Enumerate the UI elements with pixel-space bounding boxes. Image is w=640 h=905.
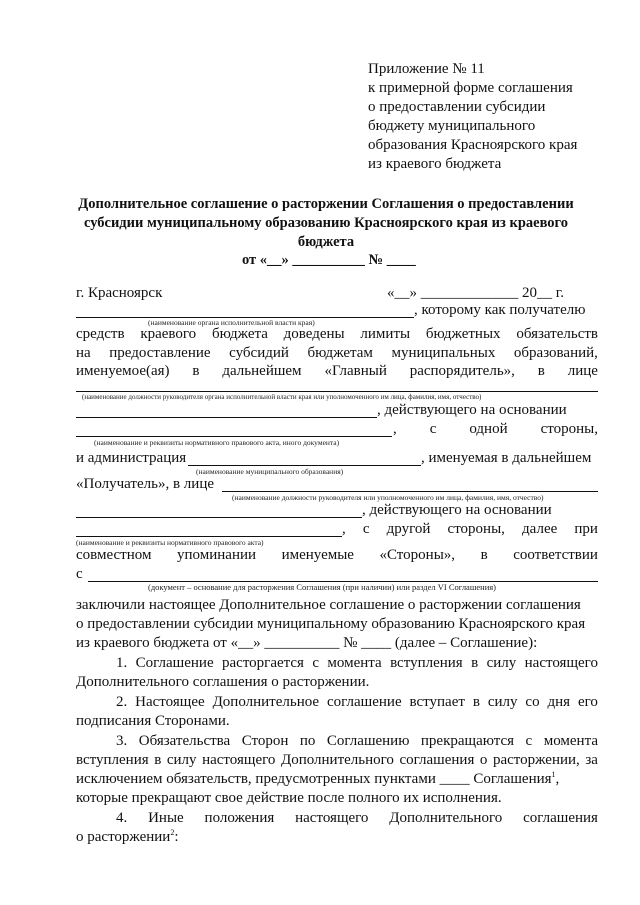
recipient-text: , которому как получателю xyxy=(414,302,586,318)
appendix-line: бюджету муниципального xyxy=(368,118,536,134)
clause-3-line: исключением обязательств, предусмотренных пунктами ____ Соглашения$^1$, xyxy=(76,770,560,787)
caption-recipient-head: (наименование должности руководителя или уполномоченного им лица, фамилия, имя, отчество) xyxy=(232,493,544,502)
footnote-1-mark[interactable]: 1 xyxy=(551,770,556,779)
clause-1-line: Дополнительного соглашения о расторжении. xyxy=(76,674,370,690)
caption-authority-head: (наименование должности руководителя органа исполнительной власти края или уполномоченного им лица, фамилия, имя, отчество) xyxy=(82,393,482,401)
paragraph-line: на предоставление субсидий бюджетам муниципальных образований, xyxy=(76,345,598,361)
clause-1-line: 1. Соглашение расторгается с момента вступления в силу настоящего xyxy=(116,655,598,671)
paragraph-line: , с другой стороны, далее при xyxy=(342,521,598,537)
clause-4-line: 4. Иные положения настоящего Дополнительного соглашения xyxy=(116,810,598,826)
authority-head-blank[interactable] xyxy=(76,391,598,392)
caption-authority: (наименование органа исполнительной власти края) xyxy=(148,318,315,327)
caption-legal-act2: (наименование и реквизиты нормативного правового акта) xyxy=(76,538,264,547)
caption-document-basis: (документ – основание для расторжения Соглашения (при наличии) или раздел VI Соглашения) xyxy=(148,582,496,592)
acting-basis2-text: , действующего на основании xyxy=(362,502,552,518)
footnote-2-mark[interactable]: 2 xyxy=(170,828,175,837)
named-further-text: , именуемая в дальнейшем xyxy=(421,450,592,466)
recipient-head-blank[interactable] xyxy=(222,491,598,492)
clause-4-line: о расторжении$^2$: xyxy=(76,828,179,845)
appendix-line: образования Красноярского края xyxy=(368,137,578,153)
caption-municipality: (наименование муниципального образования) xyxy=(196,467,344,476)
basis2-blank[interactable] xyxy=(76,517,362,518)
municipality-blank[interactable] xyxy=(188,465,421,466)
with-text: с xyxy=(76,566,83,582)
document-title-line: бюджета xyxy=(297,234,355,250)
concluded-line: о предоставлении субсидии муниципальному образованию Красноярского края xyxy=(76,616,586,632)
agreement-date: «__» _____________ 20__ г. xyxy=(387,285,564,301)
caption-legal-act: (наименование и реквизиты нормативного правового акта, иного документа) xyxy=(94,438,340,447)
clause-3-line: 3. Обязательства Сторон по Соглашению прекращаются с момента xyxy=(116,733,598,749)
paragraph-line: именуемое(ая) в дальнейшем «Главный распорядитель», в лице xyxy=(76,363,598,379)
concluded-line: из краевого бюджета от «__» __________ № ____ (далее – Соглашение): xyxy=(76,635,538,651)
administration-text: и администрация xyxy=(76,450,187,466)
appendix-line: о предоставлении субсидии xyxy=(368,99,546,115)
city: г. Красноярск xyxy=(76,285,163,301)
clause-2-line: подписания Сторонами. xyxy=(76,713,230,729)
paragraph-line: средств краевого бюджета доведены лимиты бюджетных обязательств xyxy=(76,326,598,342)
appendix-line: из краевого бюджета xyxy=(368,156,502,172)
document-title-line: субсидии муниципальному образованию Красноярского края из краевого xyxy=(83,215,569,231)
paragraph-line: , с одной стороны, xyxy=(393,421,598,437)
legal-act-blank[interactable] xyxy=(76,436,392,437)
clause-3-line: которые прекращают свое действие после полного их исполнения. xyxy=(76,790,502,806)
document-title-line: Дополнительное соглашение о расторжении Соглашения о предоставлении xyxy=(78,196,574,212)
basis-blank[interactable] xyxy=(76,417,377,418)
acting-basis-text: , действующего на основании xyxy=(377,402,567,418)
clause-2-line: 2. Настоящее Дополнительное соглашение вступает в силу со дня его xyxy=(116,694,598,710)
document-date-number: от «__» __________ № ____ xyxy=(242,252,416,268)
paragraph-line: совместном упоминании именуемые «Стороны», в соответствии xyxy=(76,547,598,563)
appendix-line: Приложение № 11 xyxy=(368,61,485,77)
clause-3-line: вступления в силу настоящего Дополнительного соглашения о расторжении, за xyxy=(76,752,598,768)
appendix-line: к примерной форме соглашения xyxy=(368,80,573,96)
recipient-face-text: «Получатель», в лице xyxy=(76,476,215,492)
concluded-line: заключили настоящее Дополнительное соглашение о расторжении соглашения xyxy=(76,597,581,613)
legal-act2-blank[interactable] xyxy=(76,536,342,537)
